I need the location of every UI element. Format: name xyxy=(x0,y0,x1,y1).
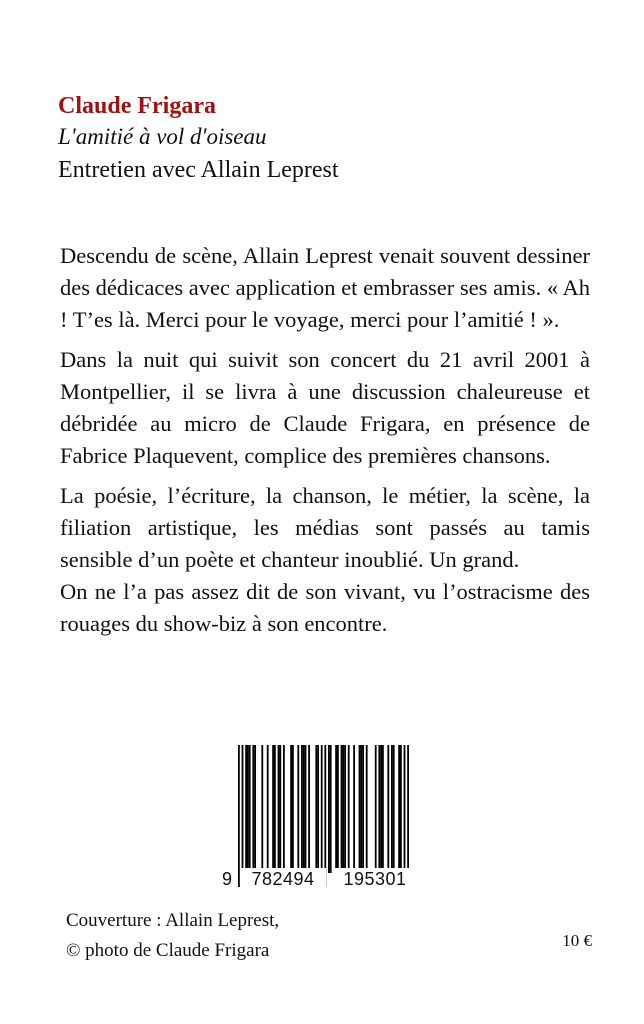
cover-credit xyxy=(66,906,279,966)
barcode-bar xyxy=(242,745,244,887)
barcode-bar xyxy=(337,745,339,873)
barcode-bar xyxy=(360,745,362,873)
barcode-bar xyxy=(278,745,280,873)
barcode-bar xyxy=(382,745,384,873)
isbn-first-digit: 9 xyxy=(222,869,233,889)
barcode-bar xyxy=(328,745,330,873)
barcode-bar xyxy=(308,745,310,873)
barcode-bar xyxy=(391,745,393,873)
barcode-bar xyxy=(387,745,389,873)
barcode-bar xyxy=(344,745,346,873)
blurb-paragraph: Dans la nuit qui suivit son concert du 21 avril 2001 à Montpellier, il se livra à une discussion chaleureuse et débridée au micro de Claude Frigara, en présence de Fabrice Plaquevent, complice des premières chansons. xyxy=(60,347,590,468)
blurb-paragraph: La poésie, l’écriture, la chanson, le métier, la scène, la filiation artistique, les médias sont passés au tamis sensible d’un poète et chanteur inoublié. Un grand. xyxy=(60,483,590,572)
barcode-bar xyxy=(359,745,361,873)
blurb-text xyxy=(60,240,590,648)
blurb-paragraph: Descendu de scène, Allain Leprest venait souvent dessiner des dédicaces avec application et embrasser ses amis. « Ah ! T’es là. Merci pour le voyage, merci pour l’amitié ! ». xyxy=(60,243,590,332)
barcode-bar xyxy=(335,745,337,873)
barcode-bar xyxy=(341,745,343,873)
barcode-bar xyxy=(400,745,402,873)
barcode-bar xyxy=(290,745,292,873)
barcode-bar xyxy=(342,745,344,873)
barcode-bar xyxy=(274,745,276,873)
book-header xyxy=(58,90,598,186)
barcode-bar xyxy=(315,745,317,873)
barcode-bar xyxy=(297,745,299,873)
barcode-bar xyxy=(267,745,269,873)
barcode-bar xyxy=(272,745,274,873)
blurb-paragraph: On ne l’a pas assez dit de son vivant, vu l’ostracisme des rouages du show-biz à son encontre. xyxy=(60,579,590,636)
barcode-bar xyxy=(254,745,256,873)
book-subtitle: Entretien avec Allain Leprest xyxy=(58,157,339,183)
isbn-right-group: 195301 xyxy=(332,868,418,890)
barcode-bar xyxy=(245,745,247,873)
author-name: Claude Frigara xyxy=(58,93,216,119)
barcode-bar xyxy=(353,745,355,873)
isbn-left-group: 782494 xyxy=(240,868,326,890)
barcode-bar xyxy=(303,745,305,873)
barcode-bar xyxy=(247,745,249,873)
barcode-bar xyxy=(366,745,368,873)
barcode-bar xyxy=(324,745,326,887)
barcode-bar xyxy=(362,745,364,873)
barcode-bar xyxy=(348,745,350,873)
price-label: 10 € xyxy=(562,931,592,950)
barcode-bar xyxy=(283,745,285,873)
barcode-bar xyxy=(279,745,281,873)
barcode-bar xyxy=(249,745,251,873)
book-title: L'amitié à vol d'oiseau xyxy=(58,124,267,149)
credit-line-2: © photo de Claude Frigara xyxy=(66,940,270,961)
barcode-bar xyxy=(238,745,240,887)
barcode-bar xyxy=(404,745,406,887)
barcode-bar xyxy=(321,745,323,887)
barcode-bar xyxy=(252,745,254,873)
barcode-bar xyxy=(301,745,303,873)
barcode-bar xyxy=(292,745,294,873)
barcode-bar xyxy=(398,745,400,873)
barcode-bar xyxy=(330,745,332,873)
isbn-number xyxy=(222,868,418,890)
isbn-barcode xyxy=(222,745,418,897)
barcode-bar xyxy=(380,745,382,873)
barcode-bar xyxy=(317,745,319,873)
barcode-bar xyxy=(407,745,409,887)
barcode-bar xyxy=(261,745,263,873)
barcode-bar xyxy=(305,745,307,873)
barcode-bar xyxy=(393,745,395,873)
credit-line-1: Couverture : Allain Leprest, xyxy=(66,910,280,931)
barcode-bar xyxy=(375,745,377,873)
barcode-bar xyxy=(378,745,380,873)
